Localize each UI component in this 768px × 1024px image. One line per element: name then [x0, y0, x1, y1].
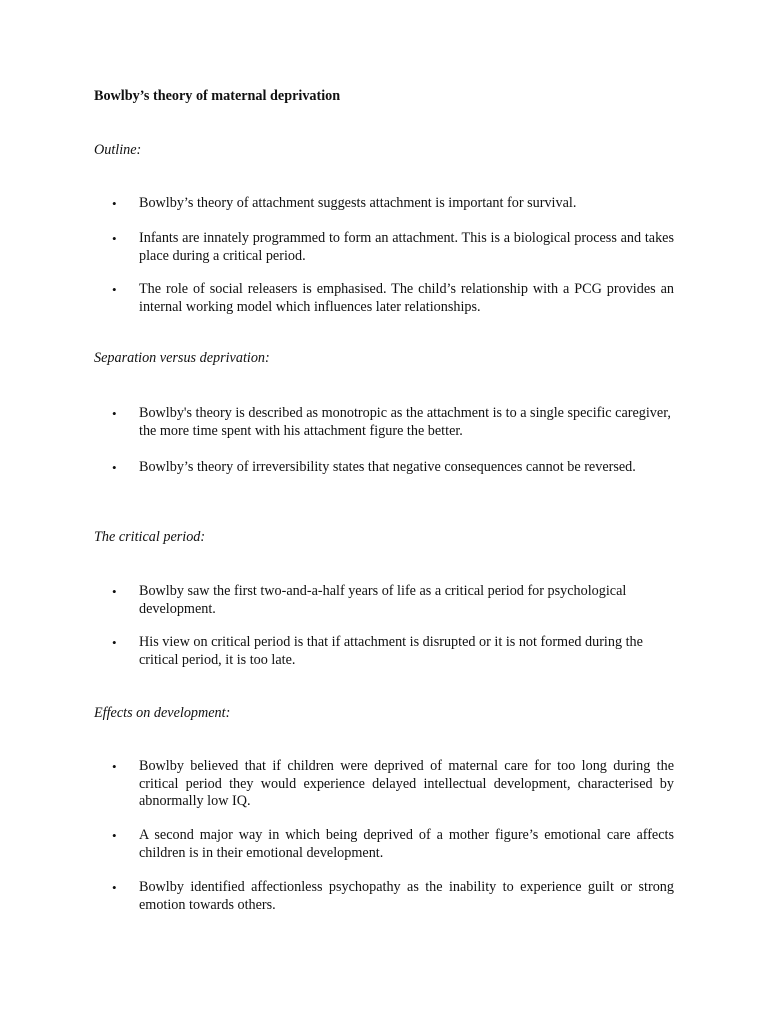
- bullet-icon: •: [112, 282, 117, 297]
- bullet-text: Bowlby's theory is described as monotropic as the attachment is to a single specific caregiver, the more time spent with his attachment figure the better.: [139, 405, 671, 439]
- bullet-text: The role of social releasers is emphasised. The child’s relationship with a PCG provides an internal working model which influences later relationships.: [139, 281, 674, 315]
- section-heading-separation: Separation versus deprivation:: [94, 350, 270, 366]
- section-heading-critical-period: The critical period:: [94, 529, 206, 545]
- bullet-text: Bowlby’s theory of irreversibility states that negative consequences cannot be reversed.: [139, 459, 636, 475]
- bullet-icon: •: [112, 406, 117, 421]
- bullet-text: A second major way in which being deprived of a mother figure’s emotional care affects children is in their emotional development.: [139, 827, 674, 861]
- bullet-text: Bowlby saw the first two-and-a-half years of life as a critical period for psychological development.: [139, 583, 627, 617]
- bullet-icon: •: [112, 231, 117, 246]
- bullet-icon: •: [112, 759, 117, 774]
- bullet-icon: •: [112, 196, 117, 211]
- document-title: Bowlby’s theory of maternal deprivation: [94, 88, 341, 104]
- section-heading-effects: Effects on development:: [94, 705, 231, 721]
- section-heading-outline: Outline:: [94, 142, 142, 158]
- bullet-text: Bowlby’s theory of attachment suggests attachment is important for survival.: [139, 195, 577, 211]
- bullet-text: Bowlby identified affectionless psychopathy as the inability to experience guilt or strong emotion towards others.: [139, 879, 674, 913]
- bullet-icon: •: [112, 584, 117, 599]
- bullet-text: Bowlby believed that if children were deprived of maternal care for too long during the critical period they would experience delayed intellectual development, characterised by abnormally low IQ.: [139, 758, 674, 809]
- bullet-icon: •: [112, 635, 117, 650]
- bullet-icon: •: [112, 880, 117, 895]
- bullet-icon: •: [112, 828, 117, 843]
- bullet-icon: •: [112, 460, 117, 475]
- bullet-text: Infants are innately programmed to form an attachment. This is a biological process and takes place during a critical period.: [139, 230, 674, 264]
- bullet-text: His view on critical period is that if attachment is disrupted or it is not formed during the critical period, it is too late.: [139, 634, 643, 668]
